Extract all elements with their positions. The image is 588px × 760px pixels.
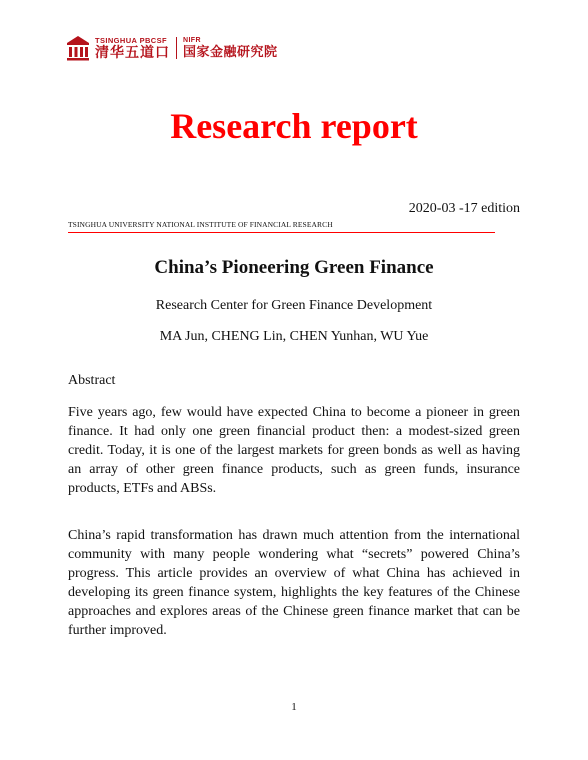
article-title: China’s Pioneering Green Finance	[154, 257, 434, 278]
header-divider	[68, 232, 495, 233]
logo-right-group	[183, 36, 278, 61]
logo-english-left: TSINGHUA PBCSF	[95, 35, 167, 45]
logo-left-group	[95, 36, 170, 61]
report-title: Research report	[170, 106, 418, 146]
page-number: 1	[291, 701, 297, 713]
authors: MA Jun, CHENG Lin, CHEN Yunhan, WU Yue	[159, 329, 429, 344]
institute-name: TSINGHUA UNIVERSITY NATIONAL INSTITUTE OF FINANCIAL RESEARCH	[68, 220, 333, 229]
logo-divider	[176, 37, 177, 59]
abstract-paragraph-1: Five years ago, few would have expected China to become a pioneer in green finance. It had only one green financial product then: a modest-sized green credit. Today, it is one of the largest markets for green bonds as well as having an array of other green finance products, such as green funds, insurance products, ETFs and ABSs.	[68, 405, 520, 496]
logo-english-right: NIFR	[183, 36, 201, 44]
logo-chinese-right: 国家金融研究院	[183, 44, 278, 60]
tsinghua-emblem-icon	[66, 35, 90, 61]
edition-date: 2020-03 -17 edition	[408, 201, 520, 216]
logo-chinese-left: 清华五道口	[95, 44, 170, 61]
abstract-heading: Abstract	[68, 373, 116, 388]
tsinghua-nifr-logo	[66, 33, 278, 63]
research-center: Research Center for Green Finance Development	[155, 298, 433, 313]
abstract-paragraph-2: China’s rapid transformation has drawn much attention from the international community with many people wondering what “secrets” powered China’s progress. This article provides an overview of what China has achieved in developing its green finance system, highlights the key features of the Chinese approaches and explores areas of the Chinese green finance market that can be further improved.	[68, 528, 520, 638]
